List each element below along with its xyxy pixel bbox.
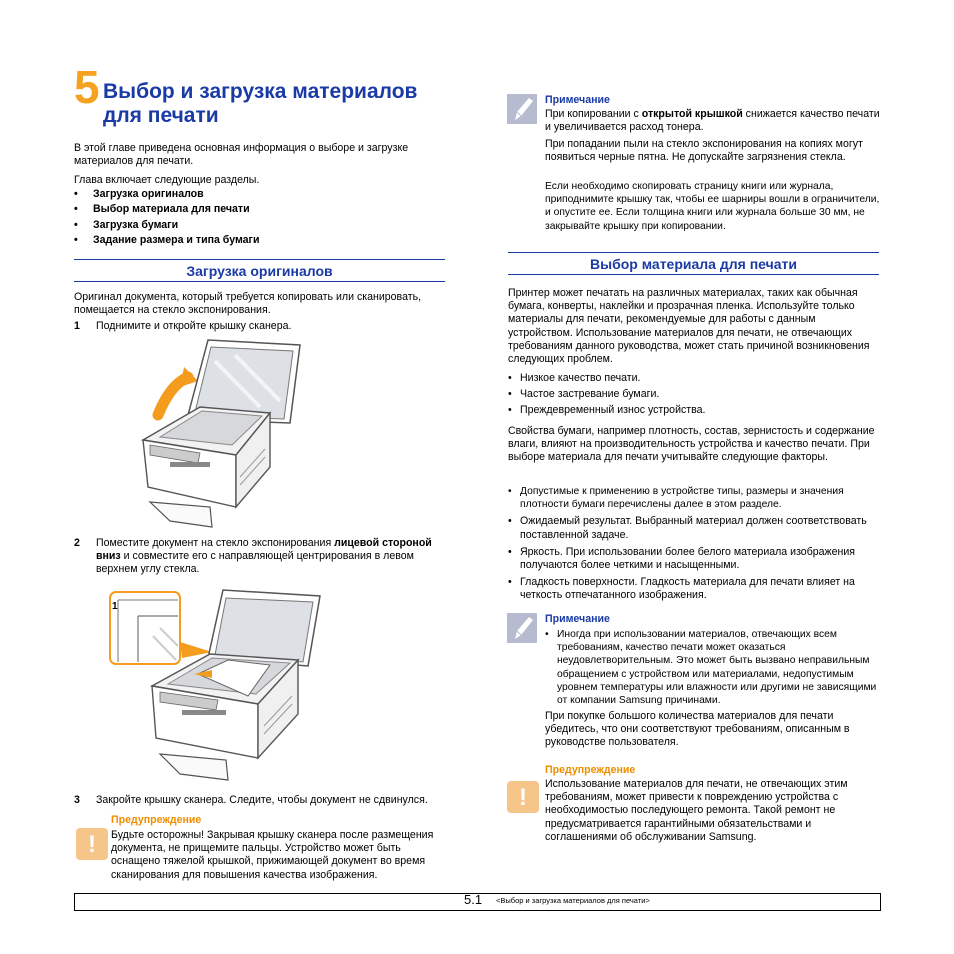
- note-pencil-icon: [507, 94, 537, 124]
- list-item: • Преждевременный износ устройства.: [508, 404, 880, 417]
- chapter-contents-list: [74, 187, 446, 248]
- chapter-title-line1: Выбор и загрузка материалов: [103, 80, 418, 103]
- list-item: • Гладкость поверхности. Гладкость материала для печати влияет на четкость отпечатанного изображения.: [508, 576, 880, 602]
- list-item: • Допустимые к применению в устройстве типы, размеры и значения плотности бумаги перечислены далее в этом разделе.: [508, 485, 880, 511]
- section2-paragraph1: Принтер может печатать на различных материалах, таких как обычная бумага, конверты, наклейки и прозрачная пленка. Используйте только материалы для печати, рекомендуемые для работы с данным устройством. Использование материалов для печати, не отвечающих требованиям данного руководства, может стать причиной возникновения следующих проблем.: [508, 287, 870, 366]
- note-title: Примечание: [545, 613, 610, 625]
- warning-icon: [507, 781, 539, 813]
- step2-text-start: Поместите документ на стекло экспонирования: [96, 537, 335, 549]
- note1-text-start: При копировании с: [545, 108, 642, 120]
- step-number: 2: [74, 537, 80, 549]
- list-item: • Яркость. При использовании более белого материала изображения получаются более четкими и насыщенными.: [508, 546, 880, 572]
- note-pencil-icon: [507, 613, 537, 643]
- place-document-illustration: [108, 586, 328, 786]
- note1-paragraph3: Если необходимо скопировать страницу книги или журнала, приподнимите крышку так, чтобы ее шарниры вошли в ограничители, и опустите ее. Если толщина книги или журнала больше 30 мм, не закрывайте крышку при копировании.: [545, 181, 880, 232]
- note2-paragraph: При покупке большого количества материалов для печати убедитесь, что они соответствуют требованиям, описанным в руководстве пользователя.: [545, 710, 850, 749]
- note1-paragraph1: [545, 108, 880, 134]
- chapter-title: [103, 80, 417, 128]
- section-title-loading-originals: Загрузка оригиналов: [74, 259, 445, 282]
- step2-text-end: и совместите его с направляющей центрирования в левом верхнем углу стекла.: [96, 550, 414, 576]
- note1-paragraph2: При попадании пыли на стекло экспонирования на копиях могут появиться черные пятна. Не допускайте загрязнения стекла.: [545, 138, 863, 164]
- intro-paragraph: В этой главе приведена основная информация о выборе и загрузке материалов для печати.: [74, 142, 409, 168]
- list-item: • Иногда при использовании материалов, отвечающих всем требованиям, качество печати может оказаться неудовлетворительным. Это может быть вызвано неправильным обращением с устройством или материалами, недопустимым уровнем температуры или влажности или другими не зависящими от компании Samsung причинами.: [545, 628, 881, 707]
- note1-text-bold: открытой крышкой: [641, 108, 743, 120]
- step-number: 1: [74, 320, 80, 332]
- list-item: • Выбор материала для печати: [74, 202, 446, 217]
- step-number: 3: [74, 794, 80, 806]
- chapter-number: 5: [74, 61, 100, 113]
- intro-sections-label: Глава включает следующие разделы.: [74, 174, 260, 186]
- step1-text: Поднимите и откройте крышку сканера.: [96, 320, 292, 332]
- note-title: Примечание: [545, 94, 610, 106]
- note2-list: [545, 628, 881, 707]
- footer-chapter-title: <Выбор и загрузка материалов для печати>: [496, 896, 650, 905]
- scanner-lid-open-illustration: [140, 337, 315, 535]
- list-item: • Частое застревание бумаги.: [508, 388, 880, 401]
- warning2-text: Использование материалов для печати, не отвечающих этим требованиям, может привести к повреждению устройства с необходимостью последующего ремонта. Такой ремонт не предусматривается гарантийными обязательствами и соглашениями об обслуживании Samsung.: [545, 778, 848, 843]
- factors-list: [508, 485, 880, 603]
- warning-icon: [76, 828, 108, 860]
- list-item: • Задание размера и типа бумаги: [74, 233, 446, 248]
- page-number: 5.1: [464, 892, 483, 907]
- list-item: • Загрузка оригиналов: [74, 187, 446, 202]
- section1-intro: Оригинал документа, который требуется копировать или сканировать, помещается на стекло экспонирования.: [74, 291, 422, 317]
- warning-text: Будьте осторожны! Закрывая крышку сканера после размещения документа, не прищемите пальцы. Устройство может быть оснащено тяжелой крышкой, прижимающей документ во время сканирования для повышения качества изображения.: [111, 829, 434, 881]
- step2-text-bold: лицевой стороной вниз: [96, 537, 432, 563]
- note1-text-end: снижается качество печати и увеличивается расход тонера.: [545, 108, 880, 134]
- section2-paragraph2: Свойства бумаги, например плотность, состав, зернистость и содержание влаги, влияют на производительность устройства и качество печати. При выборе материала для печати учитывайте следующие факторы.: [508, 425, 875, 464]
- section-title-choosing-media: Выбор материала для печати: [508, 252, 879, 275]
- step3-text: Закройте крышку сканера. Следите, чтобы документ не сдвинулся.: [96, 794, 428, 806]
- chapter-title-line2: для печати: [103, 104, 219, 127]
- warning-title: Предупреждение: [545, 764, 636, 776]
- problems-list: [508, 372, 880, 417]
- list-item: • Ожидаемый результат. Выбранный материал должен соответствовать поставленной задаче.: [508, 515, 880, 541]
- list-item: • Загрузка бумаги: [74, 218, 446, 233]
- step2-text: [96, 537, 446, 577]
- warning-title: Предупреждение: [111, 814, 202, 826]
- inset-label: 1: [112, 601, 118, 612]
- list-item: • Низкое качество печати.: [508, 372, 880, 385]
